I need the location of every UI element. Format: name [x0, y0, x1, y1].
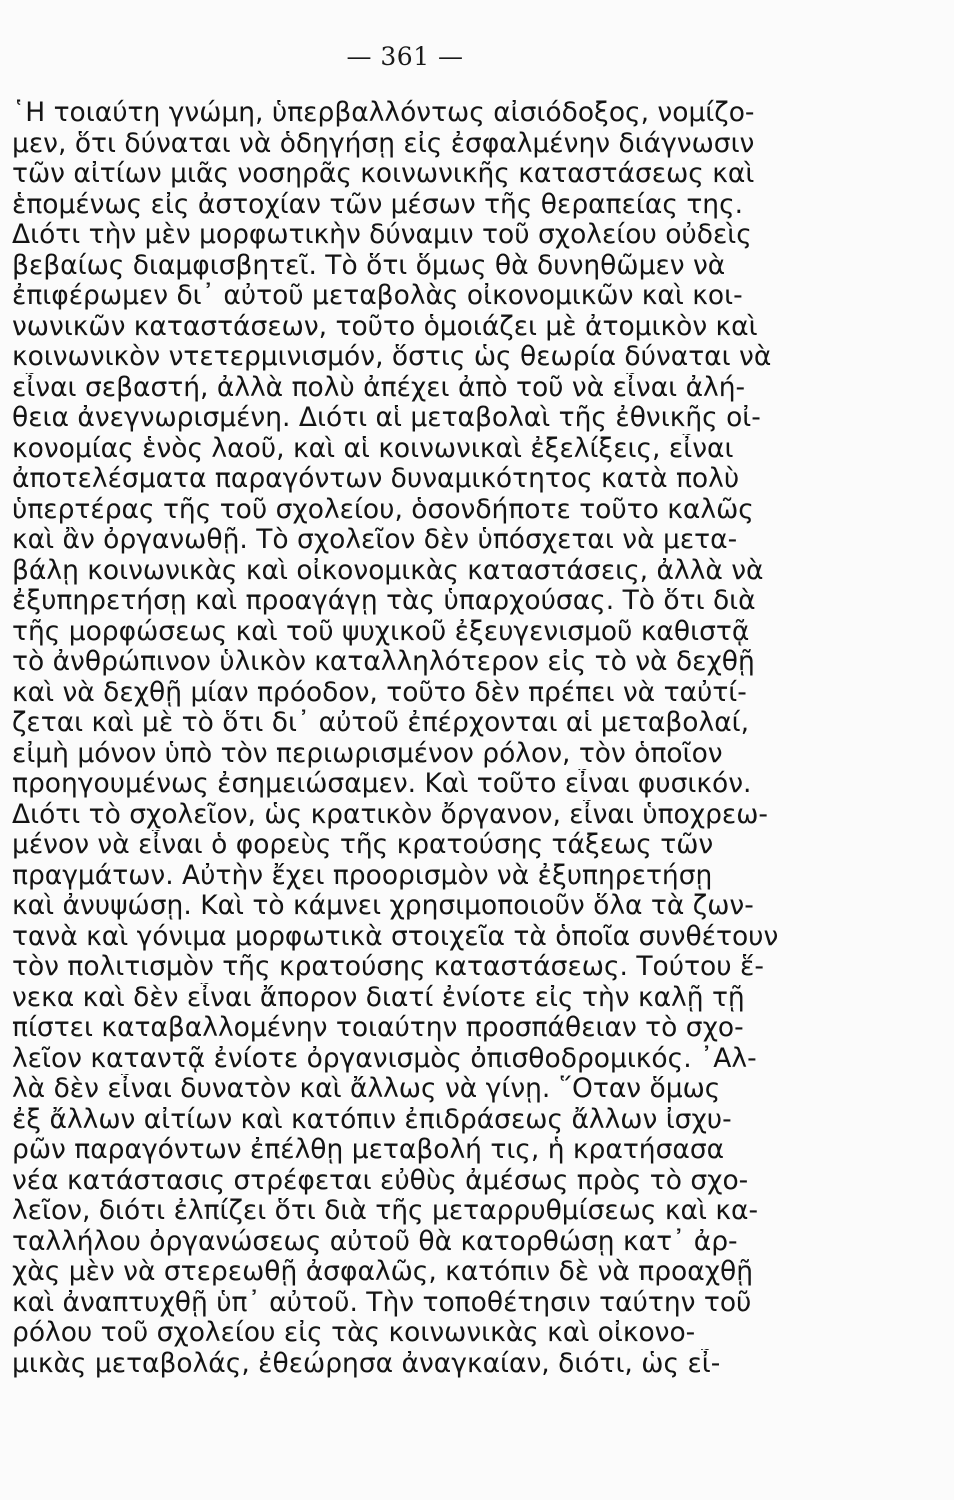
text-line: ἀποτελέσματα παραγόντων δυναμικότητος κατὰ πολὺ — [12, 464, 740, 494]
text-line: τὸν πολιτισμὸν τῆς κρατούσης καταστάσεως. Τούτου ἕ- — [12, 952, 764, 982]
text-line: προηγουμένως ἐσημειώσαμεν. Καὶ τοῦτο εἶναι φυσικόν. — [12, 769, 752, 799]
text-line: βεβαίως διαμφισβητεῖ. Τὸ ὅτι ὅμως θὰ δυνηθῶμεν νὰ — [12, 250, 726, 281]
text-line: νεκα καὶ δὲν εἶναι ἄπορον διατί ἐνίοτε εἰς τὴν καλῇ τῇ — [12, 982, 745, 1013]
page-number: — 361 — — [346, 42, 464, 71]
text-line: Διότι τὸ σχολεῖον, ὡς κρατικὸν ὄργανον, εἶναι ὑποχρεω- — [12, 799, 768, 830]
text-line: πραγμάτων. Αὐτὴν ἔχει προορισμὸν νὰ ἐξυπηρετήσῃ — [12, 860, 713, 891]
text-line: λὰ δὲν εἶναι δυνατὸν καὶ ἄλλως νὰ γίνῃ. ῞Οταν ὅμως — [12, 1074, 721, 1104]
text-line: Διότι τὴν μὲν μορφωτικὴν δύναμιν τοῦ σχολείου οὐδεὶς — [12, 220, 752, 250]
text-line: καὶ ἀναπτυχθῇ ὑπ᾽ αὐτοῦ. Τὴν τοποθέτησιν ταύτην τοῦ — [12, 1287, 752, 1318]
text-line: τὸ ἀνθρώπινον ὑλικὸν καταλληλότερον εἰς τὸ νὰ δεχθῇ — [12, 647, 755, 677]
text-line: τῶν αἰτίων μιᾶς νοσηρᾶς κοινωνικῆς καταστάσεως καὶ — [12, 159, 755, 189]
text-line: νέα κατάστασις στρέφεται εὐθὺς ἀμέσως πρὸς τὸ σχο- — [12, 1165, 749, 1196]
text-line: κονομίας ἑνὸς λαοῦ, καὶ αἱ κοινωνικαὶ ἐξελίξεις, εἶναι — [12, 433, 734, 464]
text-line: ταλλήλου ὀργανώσεως αὐτοῦ θὰ κατορθώσῃ κατ᾽ ἀρ- — [12, 1226, 738, 1257]
text-line: νωνικῶν καταστάσεων, τοῦτο ὁμοιάζει μὲ ἀτομικὸν καὶ — [12, 311, 758, 342]
text-line: μικὰς μεταβολάς, ἐθεώρησα ἀναγκαίαν, διότι, ὡς εἶ- — [12, 1348, 721, 1379]
text-line: ρόλου τοῦ σχολείου εἰς τὰς κοινωνικὰς καὶ οἰκονο- — [12, 1318, 696, 1348]
text-line: τῆς μορφώσεως καὶ τοῦ ψυχικοῦ ἐξευγενισμοῦ καθιστᾷ — [12, 616, 750, 647]
text-line: ἐξ ἄλλων αἰτίων καὶ κατόπιν ἐπιδράσεως ἄλλων ἰσχυ- — [12, 1104, 732, 1135]
body-text — [12, 98, 848, 1379]
text-line: λεῖον, διότι ἐλπίζει ὅτι διὰ τῆς μεταρρυθμίσεως καὶ κα- — [12, 1196, 759, 1226]
text-line: θεια ἀνεγνωρισμένη. Διότι αἱ μεταβολαὶ τῆς ἐθνικῆς οἰ- — [12, 403, 761, 433]
text-line: εἰμὴ μόνον ὑπὸ τὸν περιωρισμένον ρόλον, τὸν ὁποῖον — [12, 738, 723, 769]
text-line: καὶ ἀνυψώσῃ. Καὶ τὸ κάμνει χρησιμοποιοῦν ὅλα τὰ ζων- — [12, 891, 754, 921]
text-line: βάλῃ κοινωνικὰς καὶ οἰκονομικὰς καταστάσεις, ἀλλὰ νὰ — [12, 555, 764, 586]
text-line: ῾Η τοιαύτη γνώμη, ὑπερβαλλόντως αἰσιόδοξος, νομίζο- — [12, 98, 755, 128]
text-line: ζεται καὶ μὲ τὸ ὅτι δι᾽ αὐτοῦ ἐπέρχονται αἱ μεταβολαί, — [12, 708, 750, 738]
text-line: ὑπερτέρας τῆς τοῦ σχολείου, ὁσονδήποτε τοῦτο καλῶς — [12, 494, 754, 525]
text-line: ἐξυπηρετήσῃ καὶ προαγάγῃ τὰς ὑπαρχούσας. Τὸ ὅτι διὰ — [12, 586, 756, 616]
text-line: τανὰ καὶ γόνιμα μορφωτικὰ στοιχεῖα τὰ ὁποῖα συνθέτουν — [12, 921, 779, 952]
text-line: εἶναι σεβαστή, ἀλλὰ πολὺ ἀπέχει ἀπὸ τοῦ νὰ εἶναι ἀλή- — [12, 372, 746, 403]
text-line: μεν, ὅτι δύναται νὰ ὁδηγήσῃ εἰς ἐσφαλμένην διάγνωσιν — [12, 128, 755, 159]
text-line: ἑπομένως εἰς ἀστοχίαν τῶν μέσων τῆς θεραπείας της. — [12, 189, 744, 220]
text-line: χὰς μὲν νὰ στερεωθῇ ἀσφαλῶς, κατόπιν δὲ νὰ προαχθῇ — [12, 1257, 754, 1287]
text-line: ρῶν παραγόντων ἐπέλθῃ μεταβολή τις, ἡ κρατήσασα — [12, 1135, 725, 1165]
text-line: ἐπιφέρωμεν δι᾽ αὐτοῦ μεταβολὰς οἰκονομικῶν καὶ κοι- — [12, 281, 743, 311]
text-line: κοινωνικὸν ντετερμινισμόν, ὅστις ὡς θεωρία δύναται νὰ — [12, 342, 772, 372]
text-line: καὶ νὰ δεχθῇ μίαν πρόοδον, τοῦτο δὲν πρέπει νὰ ταὐτί- — [12, 677, 747, 708]
text-line: μένον νὰ εἶναι ὁ φορεὺς τῆς κρατούσης τάξεως τῶν — [12, 830, 714, 860]
text-line: λεῖον καταντᾷ ἐνίοτε ὀργανισμὸς ὀπισθοδρομικός. ᾽Αλ- — [12, 1043, 757, 1074]
text-line: πίστει καταβαλλομένην τοιαύτην προσπάθειαν τὸ σχο- — [12, 1013, 744, 1043]
text-line: καὶ ἂν ὀργανωθῇ. Τὸ σχολεῖον δὲν ὑπόσχεται νὰ μετα- — [12, 525, 738, 555]
